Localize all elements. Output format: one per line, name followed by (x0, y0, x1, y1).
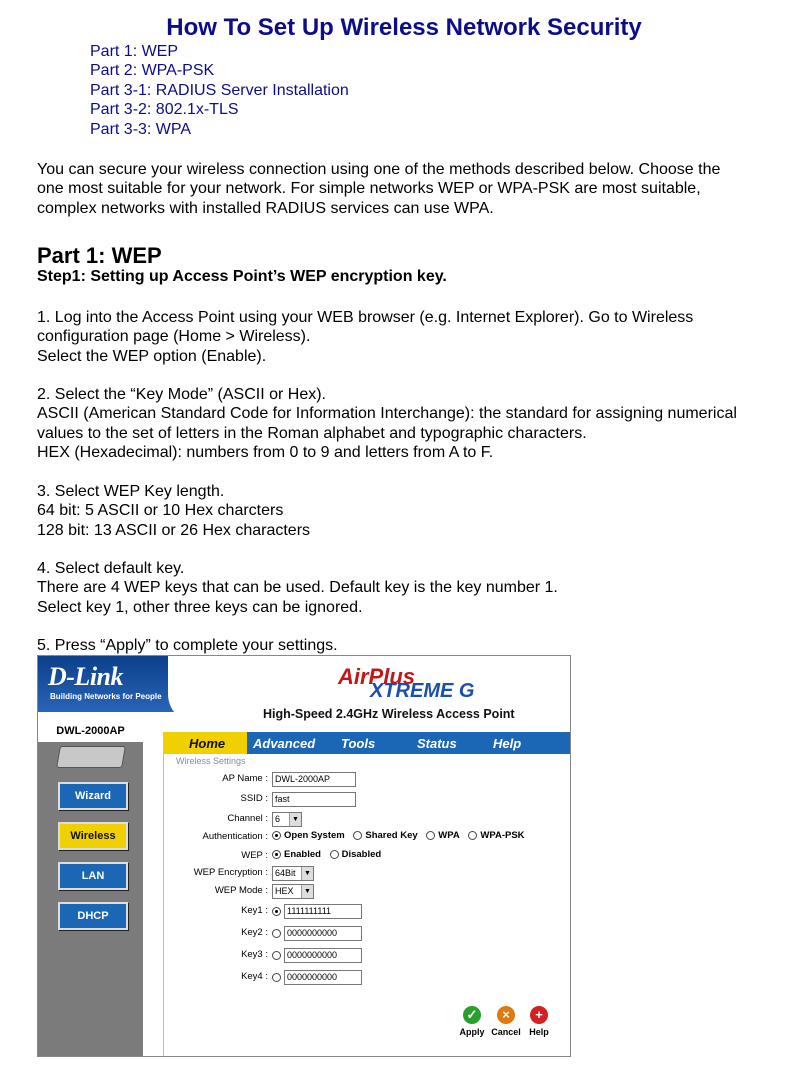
channel-row (164, 812, 571, 828)
step-2-text: 2. Select the “Key Mode” (ASCII or Hex). ASCII (American Standard Code for Information Interchange): the standard for assigning numerical values to the set of letters in the Roman alphabet and typographic characters. HEX (Hexadecimal): numbers from 0 to 9 and letters from A to F. (37, 386, 737, 461)
sidebar-item-wizard[interactable]: Wizard (58, 782, 128, 810)
auth-open-system[interactable]: Open System (272, 830, 345, 841)
ap-name-input[interactable]: DWL-2000AP (272, 772, 356, 787)
key2-input[interactable]: 0000000000 (284, 926, 362, 941)
ap-name-row (164, 772, 571, 788)
tab-status[interactable]: Status (417, 736, 457, 751)
section-title: Wireless Settings (176, 756, 246, 766)
wep-mode-row (164, 884, 571, 900)
key3-radio[interactable] (272, 951, 281, 960)
ssid-input[interactable]: fast (272, 792, 356, 807)
wep-encryption-row (164, 866, 571, 882)
tab-tools[interactable]: Tools (341, 736, 376, 751)
toc-link-wep[interactable]: Part 1: WEP (90, 43, 179, 60)
auth-wpa[interactable]: WPA (426, 830, 459, 841)
sidebar-gap (143, 720, 163, 1057)
radio-icon (468, 831, 477, 840)
cancel-button[interactable] (490, 1006, 522, 1037)
chevron-down-icon: ▼ (301, 885, 313, 898)
intro-paragraph: You can secure your wireless connection using one of the methods described below. Choose the one most suitable for your network. For simple networks WEP or WPA-PSK are most suitable, complex networks with installed RADIUS services can use WPA. (37, 161, 721, 217)
step1-heading: Step1: Setting up Access Point’s WEP encryption key. (37, 268, 447, 285)
auth-row (164, 830, 571, 846)
step-4-text: 4. Select default key. There are 4 WEP keys that can be used. Default key is the key number 1. Select key 1, other three keys can be ignored. (37, 560, 558, 616)
ssid-label: SSID : (240, 793, 268, 804)
key2-row (164, 926, 571, 942)
channel-select[interactable] (272, 812, 302, 827)
wep-encryption-select[interactable] (272, 866, 314, 881)
wep-mode-label: WEP Mode : (214, 885, 268, 896)
sidebar-item-wireless[interactable]: Wireless (58, 822, 128, 850)
dlink-tagline: Building Networks for People (50, 692, 162, 701)
channel-value: 6 (275, 814, 281, 824)
help-label: Help (529, 1027, 549, 1037)
chevron-down-icon: ▼ (289, 813, 301, 826)
key2-label: Key2 : (241, 927, 268, 938)
router-icon (56, 746, 126, 768)
key4-label: Key4 : (241, 971, 268, 982)
key1-row (164, 904, 571, 920)
tab-help[interactable]: Help (493, 736, 522, 751)
toc-link-wpa-psk[interactable]: Part 2: WPA-PSK (90, 62, 215, 80)
sidebar (38, 720, 143, 1057)
radio-icon (353, 831, 362, 840)
part1-heading: Part 1: WEP (37, 243, 162, 268)
tab-home[interactable]: Home (163, 732, 247, 754)
step-1-text: 1. Log into the Access Point using your WEB browser (e.g. Internet Explorer). Go to Wireless configuration page (Home > Wireless). Select the WEP option (Enable). (37, 309, 694, 365)
key3-input[interactable]: 0000000000 (284, 948, 362, 963)
radio-icon (330, 850, 339, 859)
cancel-label: Cancel (491, 1027, 521, 1037)
wep-disabled[interactable]: Disabled (330, 849, 382, 860)
model-label: DWL-2000AP (38, 720, 143, 742)
plus-icon: + (530, 1006, 548, 1024)
key1-label: Key1 : (241, 905, 268, 916)
key4-row (164, 970, 571, 986)
toc-link-wpa[interactable]: Part 3-3: WPA (90, 120, 192, 138)
ssid-row (164, 792, 571, 808)
step-5-text: 5. Press “Apply” to complete your settings. (37, 637, 338, 654)
sidebar-item-dhcp[interactable]: DHCP (58, 902, 128, 930)
key4-input[interactable]: 0000000000 (284, 970, 362, 985)
radio-icon (426, 831, 435, 840)
key2-radio[interactable] (272, 929, 281, 938)
xtreme-g-logo: XTREME G (370, 680, 475, 702)
router-config-screenshot (37, 655, 571, 1057)
help-button[interactable] (523, 1006, 555, 1037)
channel-label: Channel : (227, 813, 268, 824)
airplus-logo: AirPlus (338, 664, 416, 689)
radio-icon (272, 850, 281, 859)
toc-link-radius[interactable]: Part 3-1: RADIUS Server Installation (90, 81, 349, 99)
table-of-contents (90, 42, 349, 139)
dlink-logo: D-Link (48, 662, 123, 691)
document-title: How To Set Up Wireless Network Security (166, 14, 642, 41)
auth-label: Authentication : (202, 831, 268, 842)
product-title: High-Speed 2.4GHz Wireless Access Point (263, 707, 515, 721)
wep-encryption-label: WEP Encryption : (193, 867, 268, 878)
ap-name-label: AP Name : (222, 773, 268, 784)
radio-icon (272, 831, 281, 840)
tab-bar (163, 732, 571, 754)
wep-row (164, 849, 571, 865)
step-3-text: 3. Select WEP Key length. 64 bit: 5 ASCII or 10 Hex charcters 128 bit: 13 ASCII or 26 Hex characters (37, 483, 311, 539)
toc-link-tls[interactable]: Part 3-2: 802.1x-TLS (90, 101, 239, 119)
key3-label: Key3 : (241, 949, 268, 960)
apply-label: Apply (459, 1027, 485, 1037)
auth-wpa-psk[interactable]: WPA-PSK (468, 830, 524, 841)
tab-advanced[interactable]: Advanced (253, 736, 316, 751)
key4-radio[interactable] (272, 973, 281, 982)
check-icon: ✓ (463, 1006, 481, 1024)
chevron-down-icon: ▼ (301, 867, 313, 880)
wep-enabled[interactable]: Enabled (272, 849, 321, 860)
wep-label: WEP : (241, 850, 268, 861)
wep-mode-value: HEX (275, 886, 294, 896)
sidebar-item-lan[interactable]: LAN (58, 862, 128, 890)
wep-encryption-value: 64Bit (275, 868, 296, 878)
key1-radio[interactable] (272, 907, 281, 916)
auth-shared-key[interactable]: Shared Key (353, 830, 417, 841)
close-icon: × (497, 1006, 515, 1024)
apply-button[interactable] (456, 1006, 488, 1037)
key1-input[interactable]: 1111111111 (284, 904, 362, 919)
key3-row (164, 948, 571, 964)
wep-mode-select[interactable] (272, 884, 314, 899)
